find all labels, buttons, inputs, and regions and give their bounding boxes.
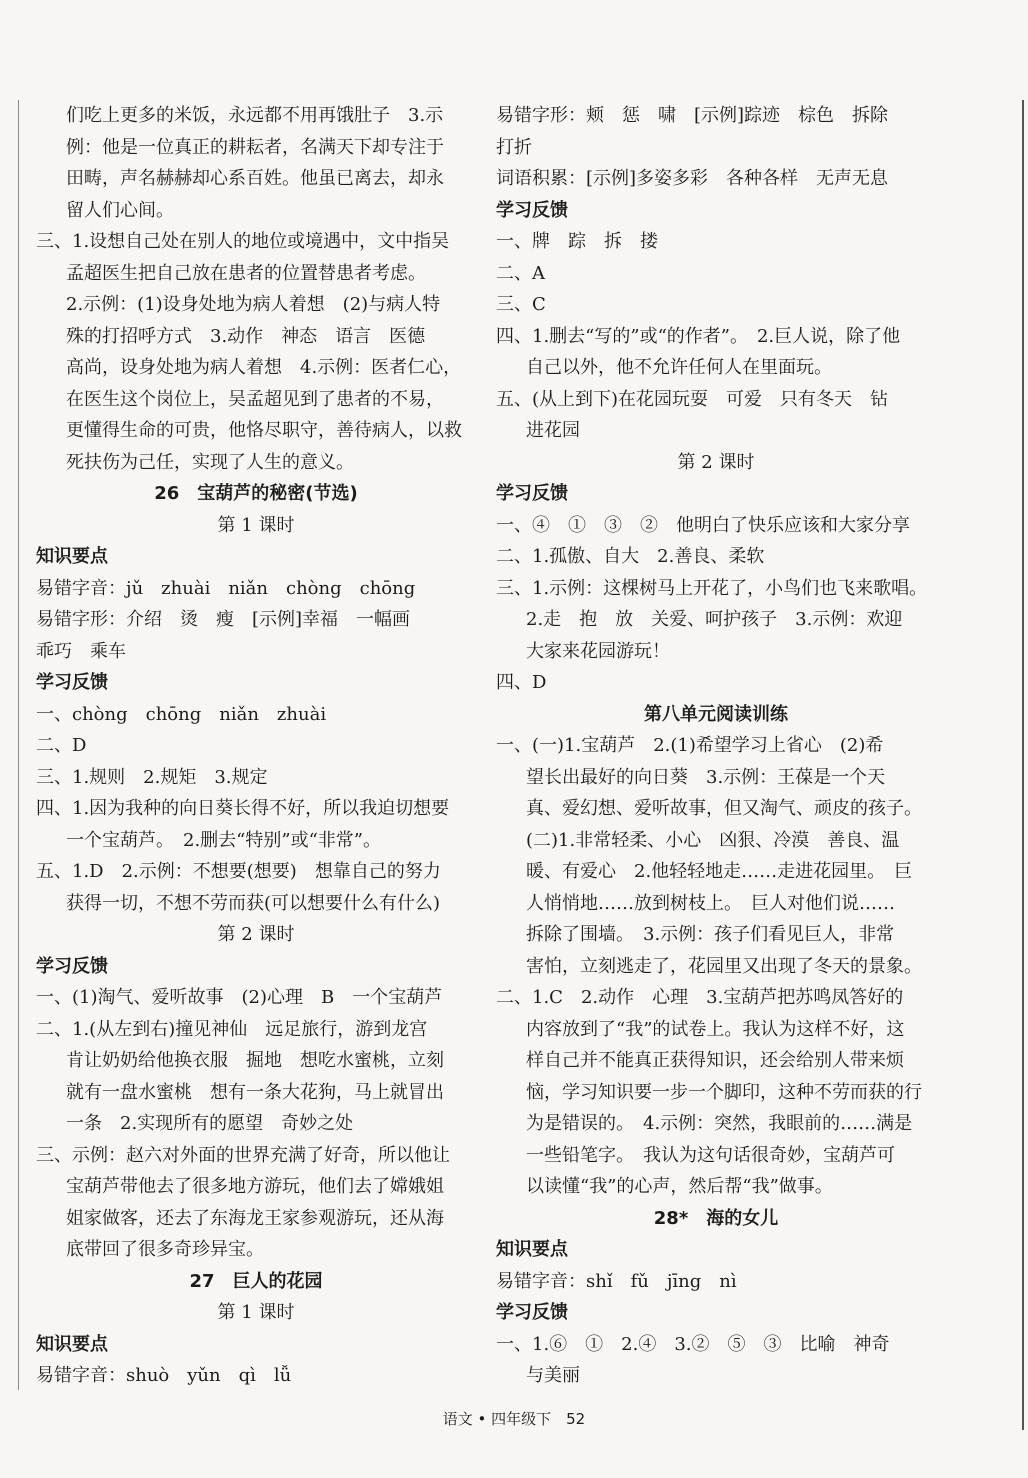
- section-heading: 学习反馈: [36, 955, 108, 977]
- text-line: 2.示例：(1)设身处地为病人着想 (2)与病人特: [66, 294, 441, 315]
- text-line: 一、④ ① ③ ② 他明白了快乐应该和大家分享: [496, 514, 910, 536]
- text-line: 一、1.⑥ ① 2.④ 3.② ⑤ ③ 比喻 神奇: [496, 1333, 890, 1355]
- text-line: 真、爱幻想、爱听故事，但又淘气、顽皮的孩子。: [526, 798, 922, 819]
- text-line: 内容放到了“我”的试卷上。我认为这样不好，这: [526, 1018, 905, 1040]
- text-line: 底带回了很多奇珍异宝。: [66, 1239, 264, 1260]
- lesson-title: 27 巨人的花园: [189, 1270, 323, 1292]
- text-line: 更懂得生命的可贵，他恪尽职守，善待病人，以救: [66, 420, 462, 441]
- left-margin-line: [18, 100, 19, 1390]
- text-line: 二、D: [36, 735, 87, 756]
- text-line: 恼，学习知识要一步一个脚印，这种不劳而获的行: [526, 1081, 922, 1103]
- text-line: 肯让奶奶给他换衣服 掘地 想吃水蜜桃，立刻: [66, 1050, 444, 1071]
- text-line: 以读懂“我”的心声，然后帮“我”做事。: [526, 1176, 833, 1197]
- text-line: 就有一盘水蜜桃 想有一条大花狗，马上就冒出: [66, 1081, 444, 1103]
- text-line: 四、1.因为我种的向日葵长得不好，所以我迫切想要: [36, 798, 450, 819]
- text-line: 暖、有爱心 2.他轻轻地走……走进花园里。 巨: [526, 861, 913, 882]
- text-line: 获得一切，不想不劳而获(可以想要什么有什么): [66, 892, 441, 914]
- text-line: 进花园: [526, 420, 580, 441]
- text-line: 孟超医生把自己放在患者的位置替患者考虑。: [66, 262, 426, 284]
- text-line: 易错字音：shǐ fǔ jīng nì: [496, 1270, 737, 1292]
- text-line: 四、1.删去“写的”或“的作者”。 2.巨人说，除了他: [496, 325, 901, 347]
- text-line: 例：他是一位真正的耕耘者，名满天下却专注于: [66, 136, 444, 158]
- text-line: 五、1.D 2.示例：不想要(想要) 想靠自己的努力: [36, 861, 441, 882]
- text-line: 易错字形：介绍 烫 瘦 [示例]幸福 一幅画: [36, 609, 411, 630]
- lesson-subtitle: 第 2 课时: [217, 924, 295, 945]
- text-line: 一、牌 踪 拆 搂: [496, 231, 658, 252]
- text-line: 二、A: [496, 262, 545, 284]
- text-line: 们吃上更多的米饭，永远都不用再饿肚子 3.示: [66, 105, 444, 126]
- text-line: 宝葫芦带他去了很多地方游玩，他们去了嫦娥姐: [66, 1176, 444, 1197]
- lesson-title: 28* 海的女儿: [653, 1207, 779, 1229]
- text-line: (二)1.非常轻柔、小心 凶狠、冷漠 善良、温: [526, 829, 900, 851]
- section-heading: 学习反馈: [496, 199, 568, 221]
- text-line: 高尚，设身处地为病人着想 4.示例：医者仁心，: [66, 357, 462, 378]
- text-line: 死扶伤为己任，实现了人生的意义。: [66, 451, 354, 473]
- text-line: 害怕，立刻逃走了，花园里又出现了冬天的景象。: [526, 955, 922, 977]
- text-line: 一、(一)1.宝葫芦 2.(1)希望学习上省心 (2)希: [496, 735, 884, 756]
- text-line: 易错字音：shuò yǔn qì lǚ: [36, 1365, 292, 1386]
- text-line: 留人们心间。: [66, 199, 174, 221]
- lesson-subtitle: 第 1 课时: [217, 1302, 295, 1323]
- text-line: 二、1.(从左到右)撞见神仙 远足旅行，游到龙宫: [36, 1018, 428, 1040]
- text-line: 三、示例：赵六对外面的世界充满了好奇，所以他让: [36, 1144, 450, 1166]
- text-line: 易错字音：jǔ zhuài niǎn chòng chōng: [36, 577, 416, 599]
- text-line: 三、C: [496, 294, 546, 315]
- text-line: 二、1.孤傲、自大 2.善良、柔软: [496, 546, 765, 567]
- right-margin-line: [1022, 100, 1024, 1430]
- text-line: 在医生这个岗位上，吴孟超见到了患者的不易，: [66, 388, 444, 410]
- text-line: 为是错误的。 4.示例：突然，我眼前的……满是: [526, 1113, 913, 1134]
- text-line: 样自己并不能真正获得知识，还会给别人带来烦: [526, 1050, 904, 1071]
- text-line: 拆除了围墙。 3.示例：孩子们看见巨人，非常: [526, 924, 895, 945]
- text-line: 打折: [496, 136, 532, 158]
- section-heading: 知识要点: [36, 1333, 108, 1355]
- lesson-subtitle: 第 1 课时: [217, 514, 295, 536]
- right-column: [496, 100, 936, 1392]
- text-line: 五、(从上到下)在花园玩耍 可爱 只有冬天 钻: [496, 388, 889, 410]
- text-line: 一个宝葫芦。 2.删去“特别”或“非常”。: [66, 829, 381, 851]
- text-line: 乖巧 乘车: [36, 640, 126, 662]
- section-heading: 知识要点: [496, 1239, 568, 1260]
- section-heading: 学习反馈: [496, 1302, 568, 1323]
- text-line: 二、1.C 2.动作 心理 3.宝葫芦把苏鸣凤答好的: [496, 987, 904, 1008]
- section-heading: 学习反馈: [496, 483, 568, 504]
- text-line: 与美丽: [526, 1365, 580, 1386]
- lesson-title: 第八单元阅读训练: [644, 703, 788, 725]
- text-line: 一些铅笔字。 我认为这句话很奇妙，宝葫芦可: [526, 1144, 895, 1166]
- text-line: 三、1.设想自己处在别人的地位或境遇中，文中指吴: [36, 231, 450, 252]
- lesson-subtitle: 第 2 课时: [677, 451, 755, 473]
- text-line: 四、D: [496, 672, 547, 693]
- text-line: 词语积累：[示例]多姿多彩 各种各样 无声无息: [496, 168, 889, 189]
- section-heading: 学习反馈: [36, 672, 108, 693]
- text-line: 三、1.示例：这棵树马上开花了，小鸟们也飞来歌唱。: [496, 577, 928, 599]
- text-line: 殊的打招呼方式 3.动作 神态 语言 医德: [66, 325, 426, 347]
- text-line: 大家来花园游玩！: [526, 640, 670, 662]
- text-line: 易错字形：颊 惩 啸 [示例]踪迹 棕色 拆除: [496, 105, 889, 126]
- lesson-title: 26 宝葫芦的秘密(节选): [154, 483, 358, 504]
- text-line: 一、chòng chōng niǎn zhuài: [36, 703, 327, 725]
- text-line: 一、(1)淘气、爱听故事 (2)心理 B 一个宝葫芦: [36, 987, 443, 1008]
- left-column: [36, 100, 476, 1392]
- text-line: 2.走 抱 放 关爱、呵护孩子 3.示例：欢迎: [526, 609, 903, 630]
- section-heading: 知识要点: [36, 546, 108, 567]
- page-footer: 语文 • 四年级下 52: [442, 1410, 586, 1428]
- text-line: 人悄悄地……放到树枝上。 巨人对他们说……: [526, 892, 895, 914]
- text-line: 望长出最好的向日葵 3.示例：王葆是一个天: [526, 766, 886, 788]
- text-line: 田畴，声名赫赫却心系百姓。他虽已离去，却永: [66, 168, 444, 189]
- text-line: 三、1.规则 2.规矩 3.规定: [36, 766, 268, 788]
- text-line: 姐家做客，还去了东海龙王家参观游玩，还从海: [66, 1207, 444, 1229]
- text-line: 自己以外，他不允许任何人在里面玩。: [526, 357, 832, 378]
- text-line: 一条 2.实现所有的愿望 奇妙之处: [66, 1113, 354, 1134]
